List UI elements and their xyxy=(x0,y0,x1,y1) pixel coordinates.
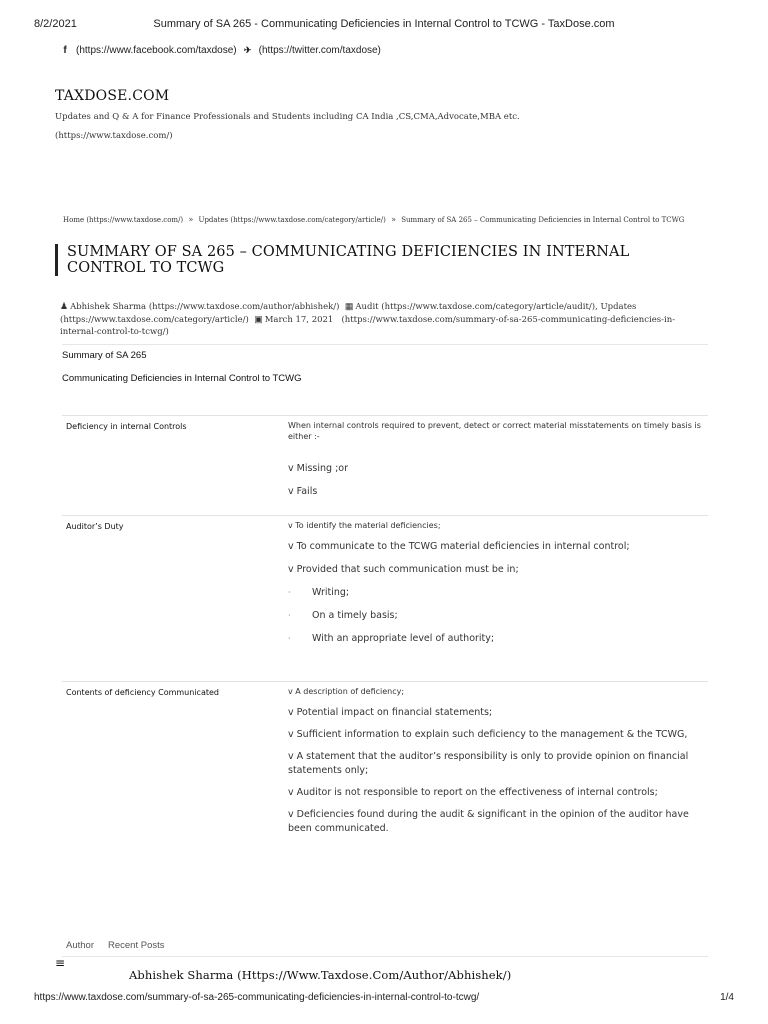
breadcrumb-updates[interactable]: Updates (https://www.taxdose.com/category/article/) xyxy=(198,216,386,224)
category-links[interactable]: Audit (https://www.taxdose.com/category/article/audit/), Updates (https://www.taxdose.com/category/article/) xyxy=(60,302,637,325)
print-url: https://www.taxdose.com/summary-of-sa-265-communicating-deficiencies-in-internal-control-to-tcwg/ xyxy=(34,992,480,1003)
breadcrumb-separator: » xyxy=(188,215,194,224)
divider xyxy=(62,956,708,957)
tab-author[interactable]: Author xyxy=(66,940,94,951)
row-text: v Deficiencies found during the audit & significant in the opinion of the auditor have been communicated. xyxy=(288,809,689,834)
row-text: v To communicate to the TCWG material deficiencies in internal control; xyxy=(288,541,630,552)
breadcrumb-separator: » xyxy=(391,215,396,224)
bullet-marker: · xyxy=(288,611,291,620)
row-text: v A statement that the auditor’s responsibility is only to provide opinion on financial statements only; xyxy=(288,751,689,776)
list-item xyxy=(288,609,708,623)
table-row xyxy=(62,681,708,682)
bullet-marker: · xyxy=(288,588,291,597)
author-box-name[interactable]: Abhishek Sharma (Https://Www.Taxdose.Com/Author/Abhishek/) xyxy=(129,968,512,982)
post-meta xyxy=(60,300,696,338)
menu-icon[interactable]: ≡ xyxy=(55,956,66,970)
row-label: Auditor’s Duty xyxy=(66,522,124,531)
author-tabs xyxy=(66,940,165,951)
row-content xyxy=(288,686,708,836)
row-text: v Missing ;or xyxy=(288,463,349,474)
page-title: SUMMARY OF SA 265 – COMMUNICATING DEFICIENCIES IN INTERNAL CONTROL TO TCWG xyxy=(55,244,707,276)
row-text: v Sufficient information to explain such deficiency to the management & the TCWG, xyxy=(288,729,688,740)
row-label: Deficiency in internal Controls xyxy=(66,422,187,431)
tab-recent-posts[interactable]: Recent Posts xyxy=(108,940,165,951)
permalink[interactable]: (https://www.taxdose.com/summary-of-sa-265-communicating-deficiencies-in-internal-control-to-tcwg/) xyxy=(60,315,676,337)
list-item-text: With an appropriate level of authority; xyxy=(312,633,495,644)
table-row xyxy=(62,415,708,416)
row-text: v A description of deficiency; xyxy=(288,687,405,696)
breadcrumb-home[interactable]: Home (https://www.taxdose.com/) xyxy=(63,216,184,224)
print-page-title: Summary of SA 265 - Communicating Deficiencies in Internal Control to TCWG - TaxDose.com xyxy=(153,18,615,30)
row-text: v Potential impact on financial statements; xyxy=(288,707,493,718)
list-item-text: Writing; xyxy=(312,587,350,598)
post-date: March 17, 2021 xyxy=(264,315,334,325)
facebook-link[interactable]: (https://www.facebook.com/taxdose) xyxy=(76,45,237,56)
site-brand[interactable]: TAXDOSE.COM xyxy=(55,88,170,104)
row-label: Contents of deficiency Communicated xyxy=(66,688,219,697)
twitter-icon[interactable]: ✈ xyxy=(243,45,252,55)
author-link[interactable]: Abhishek Sharma (https://www.taxdose.com/author/abhishek/) xyxy=(70,302,340,312)
row-text: v To identify the material deficiencies; xyxy=(288,521,441,530)
bullet-marker: · xyxy=(288,634,291,643)
subheading-summary: Summary of SA 265 xyxy=(62,350,147,361)
divider xyxy=(62,344,708,345)
calendar-icon: ▣ xyxy=(254,314,263,324)
row-content xyxy=(288,520,708,646)
row-text: v Provided that such communication must be in; xyxy=(288,564,519,575)
home-link[interactable]: (https://www.taxdose.com/) xyxy=(55,131,173,141)
social-links xyxy=(60,45,381,56)
print-date: 8/2/2021 xyxy=(34,18,77,30)
user-icon: ♟ xyxy=(60,301,69,311)
breadcrumb xyxy=(63,215,684,224)
page-number: 1/4 xyxy=(720,992,734,1003)
row-text: v Auditor is not responsible to report on the effectiveness of internal controls; xyxy=(288,787,658,798)
list-item xyxy=(288,586,708,600)
site-tagline: Updates and Q & A for Finance Professionals and Students including CA India ,CS,CMA,Advocate,MBA etc. xyxy=(55,112,520,122)
list-item xyxy=(288,632,708,646)
facebook-icon[interactable]: f xyxy=(63,45,67,56)
row-content xyxy=(288,420,708,499)
row-text: When internal controls required to prevent, detect or correct material misstatements on timely basis is either :- xyxy=(288,421,701,441)
breadcrumb-current: Summary of SA 265 – Communicating Deficiencies in Internal Control to TCWG xyxy=(401,216,685,224)
table-row xyxy=(62,515,708,516)
twitter-link[interactable]: (https://twitter.com/taxdose) xyxy=(258,45,381,56)
row-text: v Fails xyxy=(288,486,318,497)
list-item-text: On a timely basis; xyxy=(312,610,398,621)
subheading-communicating: Communicating Deficiencies in Internal Control to TCWG xyxy=(62,373,302,384)
grid-icon: ▦ xyxy=(344,301,354,311)
